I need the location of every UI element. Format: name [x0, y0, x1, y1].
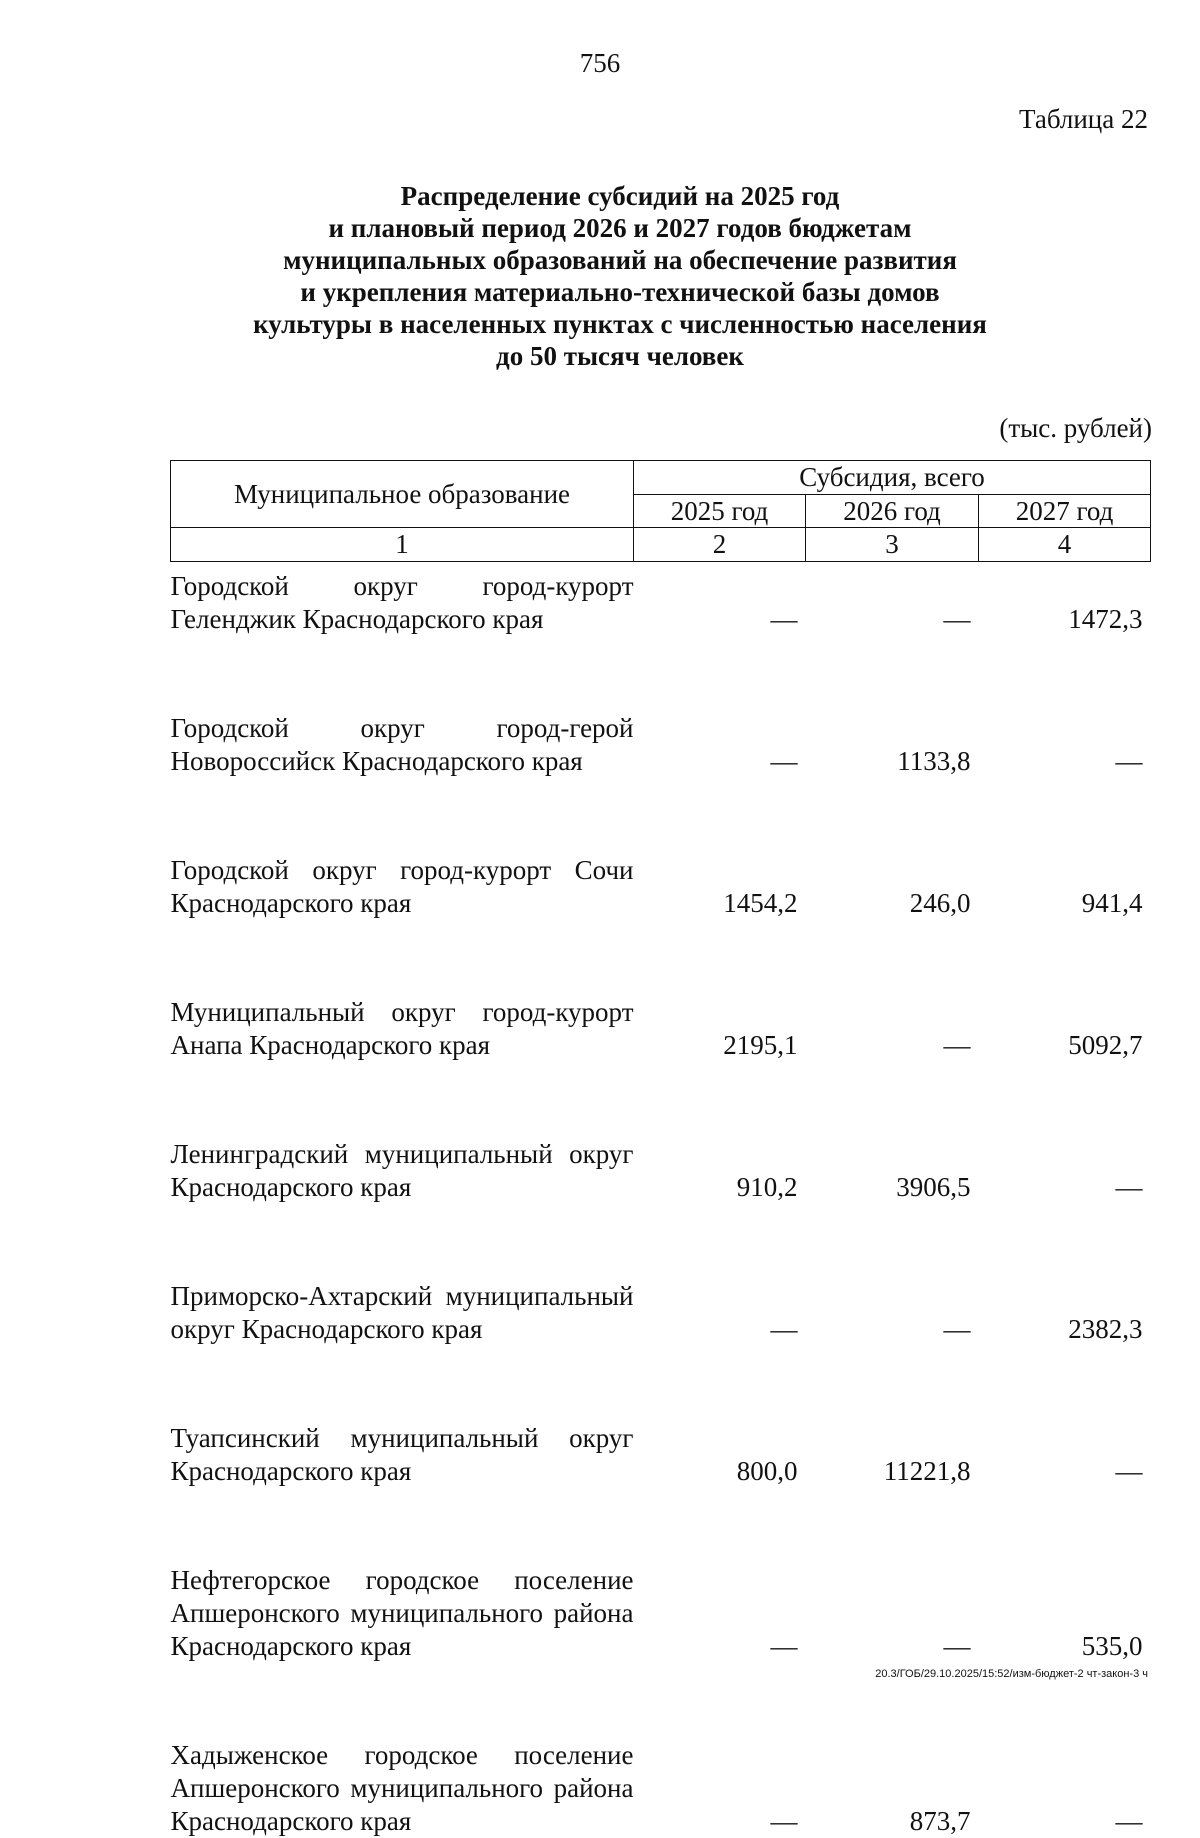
value-2027: —: [979, 704, 1151, 846]
value-2026: 1133,8: [806, 704, 979, 846]
footer-code: 20.3/ГОБ/29.10.2025/15:52/изм-бюджет-2 чт-закон-3 ч: [875, 1668, 1148, 1680]
header-municipality: Муниципальное образование: [171, 461, 634, 528]
table-row: [171, 988, 1151, 1130]
municipality-name: Городской округ город-курорт Сочи Краснодарского края: [171, 846, 634, 988]
header-year-2026: 2026 год: [806, 494, 979, 528]
units-label: (тыс. рублей): [999, 413, 1152, 444]
table-row: [171, 562, 1151, 705]
value-2026: 3906,5: [806, 1130, 979, 1272]
value-2026: 246,0: [806, 846, 979, 988]
table-label: Таблица 22: [1019, 104, 1148, 135]
municipality-name: Городской округ город-курорт Геленджик Краснодарского края: [171, 562, 634, 705]
table-body: [171, 562, 1151, 1838]
document-title: [170, 180, 1070, 372]
column-number: 1: [171, 528, 634, 562]
value-2026: —: [806, 1272, 979, 1414]
subsidy-table: [170, 460, 1151, 1838]
value-2027: —: [979, 1414, 1151, 1556]
value-2025: —: [634, 1731, 806, 1838]
municipality-name: Приморско-Ахтарский муниципальный округ Краснодарского края: [171, 1272, 634, 1414]
table-header: [171, 461, 1151, 562]
table-row: [171, 1556, 1151, 1731]
value-2026: —: [806, 988, 979, 1130]
value-2025: 2195,1: [634, 988, 806, 1130]
value-2025: —: [634, 1272, 806, 1414]
municipality-name: Муниципальный округ город-курорт Анапа Краснодарского края: [171, 988, 634, 1130]
municipality-name: Туапсинский муниципальный округ Краснодарского края: [171, 1414, 634, 1556]
value-2025: 800,0: [634, 1414, 806, 1556]
title-line: и укрепления материально-технической базы домов: [170, 276, 1070, 308]
municipality-name: Городской округ город-герой Новороссийск Краснодарского края: [171, 704, 634, 846]
table-row: [171, 704, 1151, 846]
table-row: [171, 846, 1151, 988]
page-number: 756: [0, 48, 1200, 79]
municipality-name: Нефтегорское городское поселение Апшеронского муниципального района Краснодарского края: [171, 1556, 634, 1731]
value-2026: 873,7: [806, 1731, 979, 1838]
header-year-2025: 2025 год: [634, 494, 806, 528]
value-2027: —: [979, 1130, 1151, 1272]
value-2027: —: [979, 1731, 1151, 1838]
value-2027: 5092,7: [979, 988, 1151, 1130]
value-2026: —: [806, 562, 979, 705]
table-row: [171, 1130, 1151, 1272]
title-line: до 50 тысяч человек: [170, 340, 1070, 372]
value-2025: 910,2: [634, 1130, 806, 1272]
value-2027: 2382,3: [979, 1272, 1151, 1414]
value-2027: 1472,3: [979, 562, 1151, 705]
table-row: [171, 1731, 1151, 1838]
title-line: муниципальных образований на обеспечение развития: [170, 244, 1070, 276]
column-number: 4: [979, 528, 1151, 562]
title-line: Распределение субсидий на 2025 год: [170, 180, 1070, 212]
column-number: 2: [634, 528, 806, 562]
title-line: культуры в населенных пунктах с численностью населения: [170, 308, 1070, 340]
value-2027: 535,0: [979, 1556, 1151, 1731]
value-2027: 941,4: [979, 846, 1151, 988]
header-year-2027: 2027 год: [979, 494, 1151, 528]
header-subsidy-total: Субсидия, всего: [634, 461, 1151, 495]
value-2026: —: [806, 1556, 979, 1731]
municipality-name: Ленинградский муниципальный округ Краснодарского края: [171, 1130, 634, 1272]
value-2025: —: [634, 562, 806, 705]
column-number: 3: [806, 528, 979, 562]
table-row: [171, 1272, 1151, 1414]
value-2026: 11221,8: [806, 1414, 979, 1556]
municipality-name: Хадыженское городское поселение Апшеронского муниципального района Краснодарского края: [171, 1731, 634, 1838]
value-2025: —: [634, 1556, 806, 1731]
value-2025: 1454,2: [634, 846, 806, 988]
title-line: и плановый период 2026 и 2027 годов бюджетам: [170, 212, 1070, 244]
value-2025: —: [634, 704, 806, 846]
table-row: [171, 1414, 1151, 1556]
